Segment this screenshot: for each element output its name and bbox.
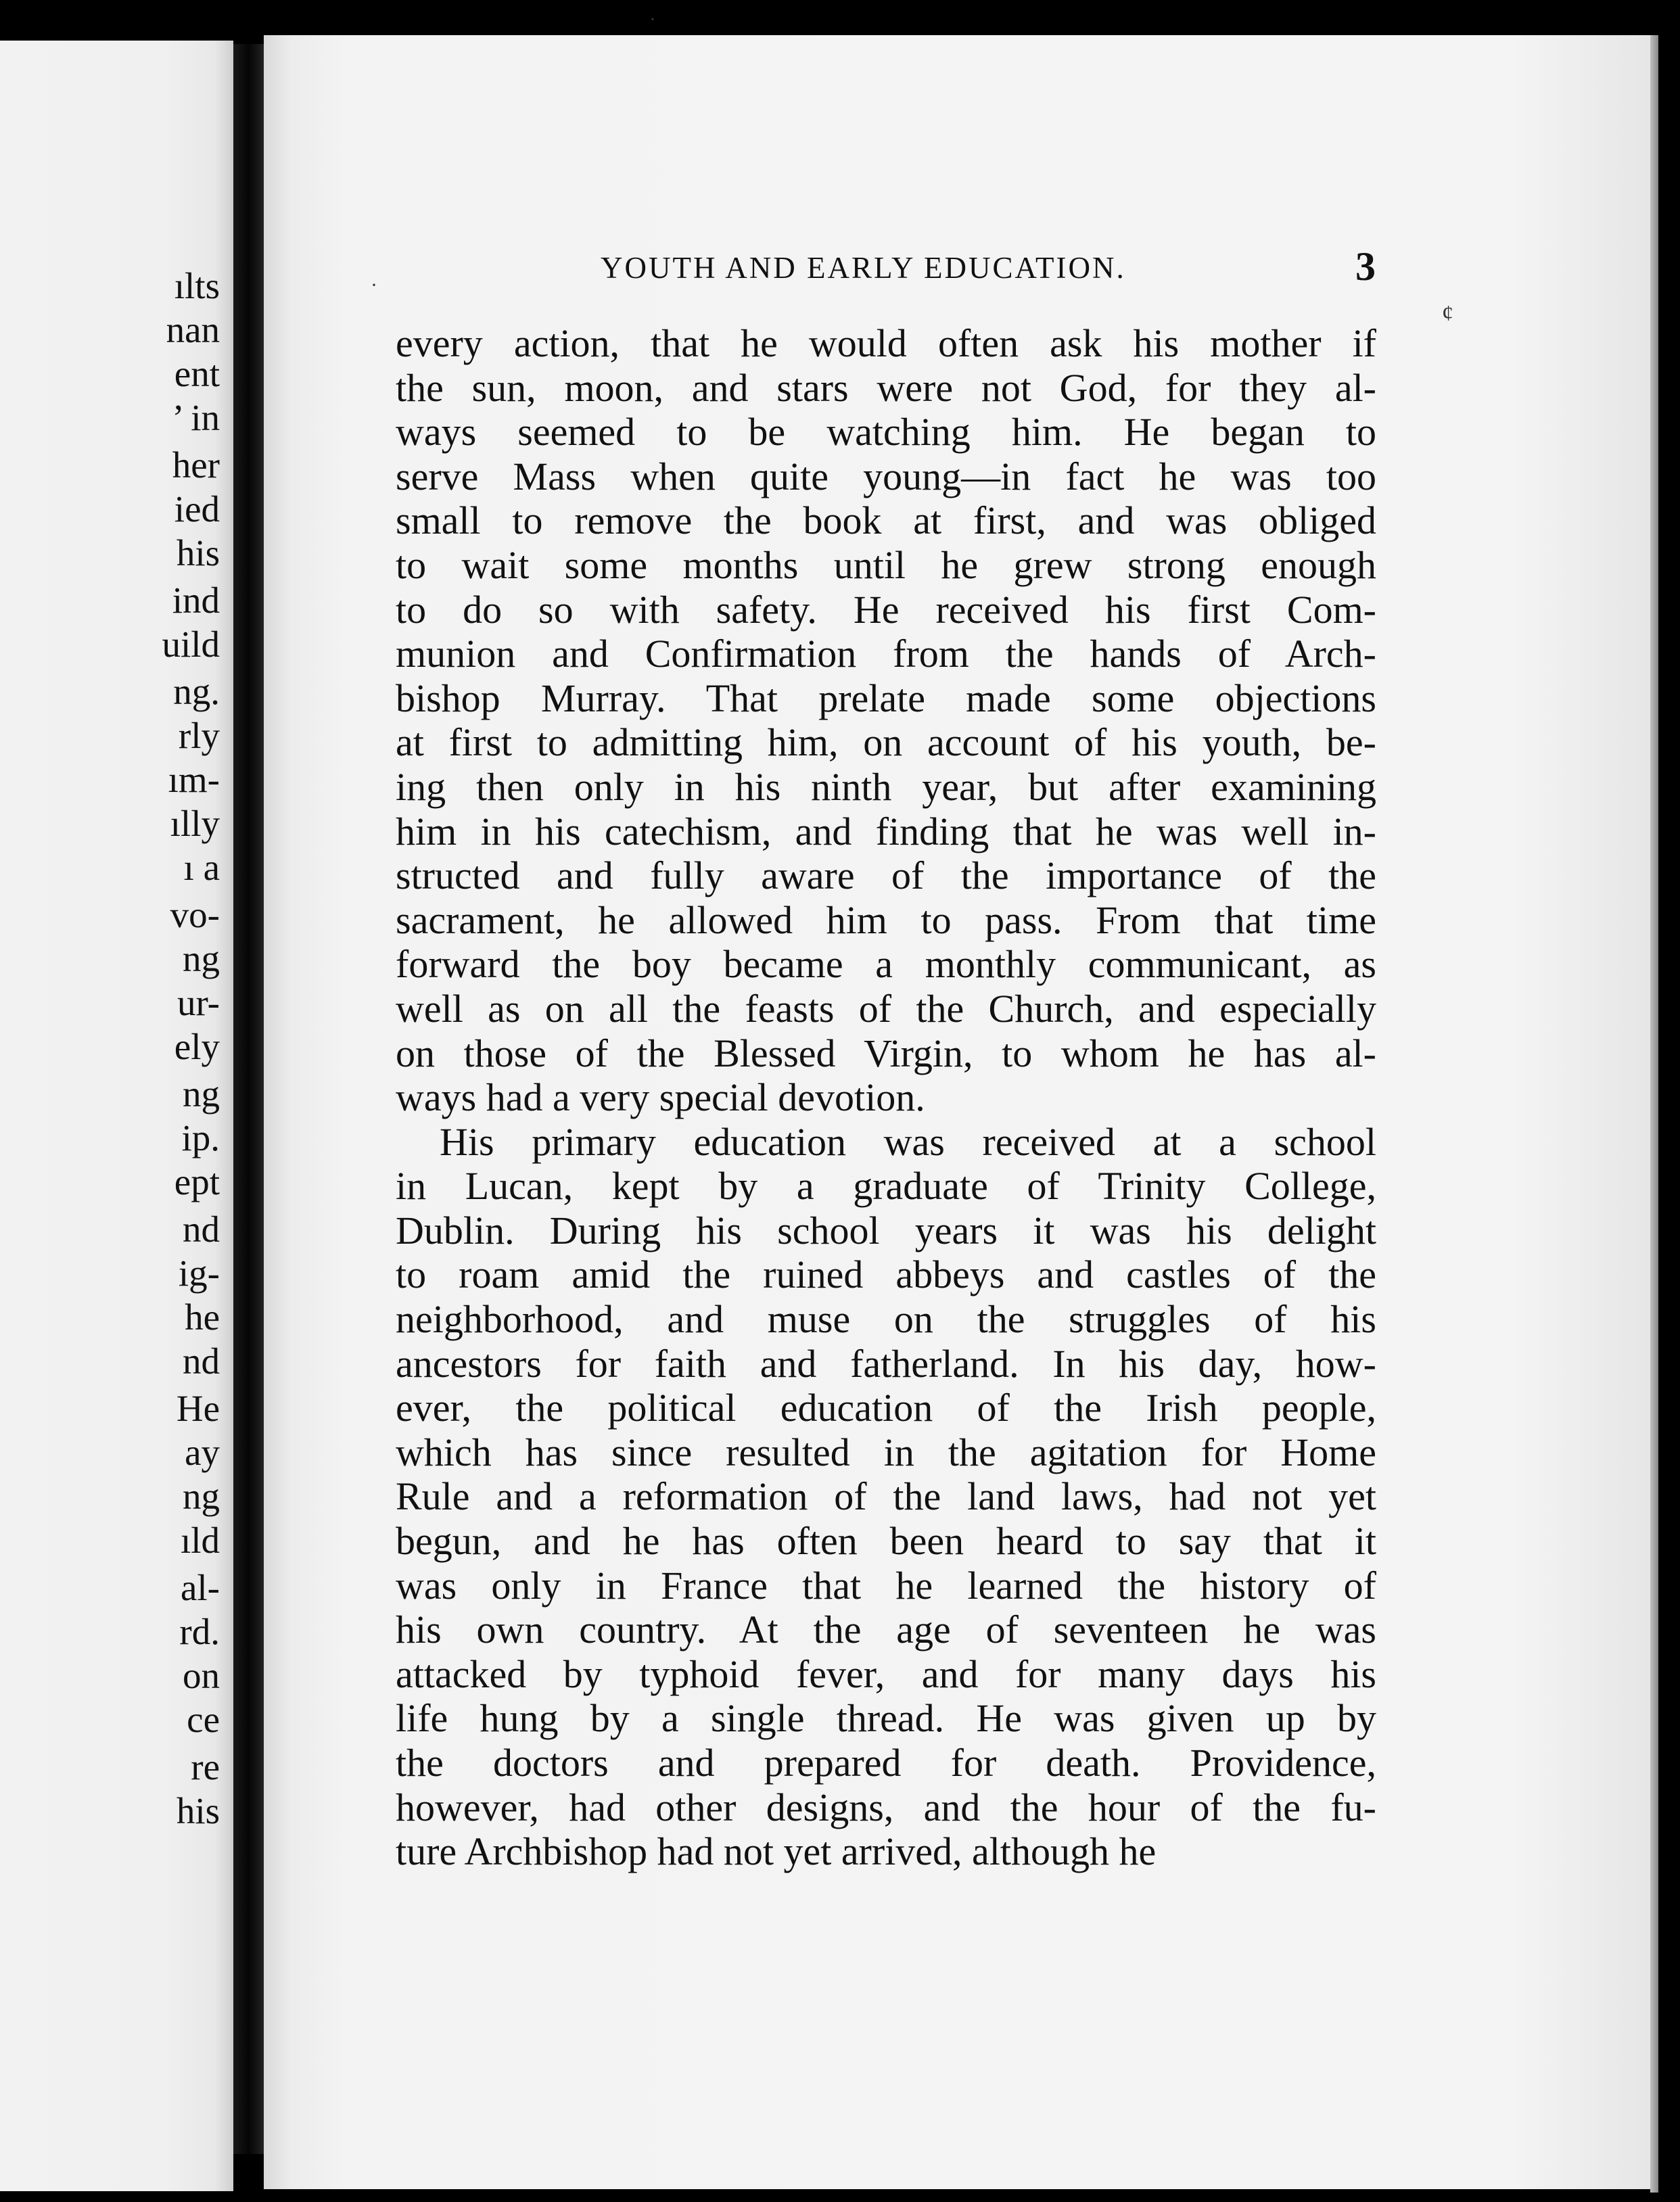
left-page-line-fragment: his — [176, 1790, 220, 1831]
left-page-line-fragment: ay — [185, 1432, 220, 1473]
left-page-line-fragment: ’ in — [172, 397, 220, 438]
text-line: life hung by a single thread. He was given up by — [396, 1696, 1376, 1741]
text-line: small to remove the book at first, and was obliged — [396, 498, 1376, 543]
text-line: Rule and a reformation of the land laws, had not yet — [396, 1474, 1376, 1519]
text-line: his own country. At the age of seventeen he was — [396, 1608, 1376, 1652]
text-line: structed and fully aware of the importance of the — [396, 853, 1376, 898]
left-page-line-fragment: he — [185, 1296, 220, 1338]
text-line: which has since resulted in the agitation for Home — [396, 1430, 1376, 1474]
page-edge — [1650, 35, 1658, 2193]
text-line: bishop Murray. That prelate made some objections — [396, 676, 1376, 720]
left-page-line-fragment: ent — [174, 353, 220, 394]
left-page-line-fragment: nd — [183, 1209, 220, 1250]
text-line: neighborhood, and muse on the struggles of his — [396, 1297, 1376, 1342]
text-line: every action, that he would often ask his mother if — [396, 321, 1376, 365]
body-text — [396, 321, 1376, 1874]
text-line: on those of the Blessed Virgin, to whom he has al- — [396, 1031, 1376, 1075]
left-page-line-fragment: ied — [174, 488, 220, 530]
left-page-line-fragment: ı a — [183, 847, 220, 888]
left-page-line-fragment: ig- — [178, 1252, 220, 1294]
speck-mark: ¢ — [1442, 301, 1453, 326]
text-line: forward the boy became a monthly communicant, as — [396, 942, 1376, 987]
left-page-line-fragment: ıld — [180, 1520, 220, 1561]
text-line: His primary education was received at a school — [440, 1119, 1376, 1164]
text-line: serve Mass when quite young—in fact he was too — [396, 454, 1376, 498]
left-page-line-fragment: ept — [174, 1161, 220, 1202]
speck-mark: · — [649, 8, 656, 30]
text-line: ing then only in his ninth year, but after examining — [396, 764, 1376, 809]
left-page-line-fragment: ng — [183, 1073, 220, 1115]
text-line: to wait some months until he grew strong enough — [396, 542, 1376, 587]
text-line: attacked by typhoid fever, and for many days his — [396, 1651, 1376, 1696]
text-line: ever, the political education of the Irish people, — [396, 1386, 1376, 1430]
left-page-line-fragment: ng — [183, 938, 220, 979]
text-line: to roam amid the ruined abbeys and castles of the — [396, 1252, 1376, 1297]
left-page-line-fragment: uild — [162, 624, 220, 665]
text-line: begun, and he has often been heard to say that it — [396, 1519, 1376, 1564]
left-page-line-fragment: rd. — [179, 1611, 220, 1652]
left-page-line-fragment: al- — [180, 1567, 220, 1608]
left-page-line-fragment: nan — [166, 309, 220, 350]
left-page-line-fragment: re — [191, 1746, 220, 1787]
text-line: ture Archbishop had not yet arrived, although he — [396, 1829, 1157, 1874]
page-number: 3 — [1355, 244, 1376, 289]
left-page-line-fragment: ng. — [173, 671, 220, 712]
text-line: in Lucan, kept by a graduate of Trinity College, — [396, 1164, 1376, 1209]
left-page-line-fragment: nd — [183, 1340, 220, 1382]
left-page-line-fragment: rly — [178, 715, 220, 756]
text-line: him in his catechism, and finding that he was well in- — [396, 809, 1376, 853]
left-page-line-fragment: his — [176, 532, 220, 573]
left-page-line-fragment: ılts — [174, 265, 220, 306]
left-page-line-fragment: ce — [187, 1699, 220, 1740]
text-line: ancestors for faith and fatherland. In his day, how- — [396, 1341, 1376, 1386]
left-page-line-fragment: He — [176, 1388, 220, 1429]
text-line: at first to admitting him, on account of his youth, be- — [396, 720, 1376, 765]
text-line: Dublin. During his school years it was his delight — [396, 1208, 1376, 1252]
left-page-line-fragment: vo- — [170, 894, 220, 935]
book-binding-gutter — [233, 44, 264, 2154]
text-line: ways had a very special devotion. — [396, 1075, 925, 1120]
left-page-line-fragment: ely — [174, 1026, 220, 1067]
left-page-line-fragment: ip. — [181, 1117, 220, 1158]
left-page-line-fragment: on — [183, 1655, 220, 1696]
left-page-line-fragment: her — [172, 444, 220, 486]
text-line: sacrament, he allowed him to pass. From that time — [396, 897, 1376, 942]
text-line: well as on all the feasts of the Church, and especially — [396, 986, 1376, 1031]
left-page-line-fragment: ur- — [177, 982, 220, 1023]
left-page-line-fragment: ng — [183, 1476, 220, 1517]
left-page-line-fragment: ılly — [170, 803, 220, 844]
text-line: ways seemed to be watching him. He began to — [396, 410, 1376, 454]
text-line: to do so with safety. He received his first Com- — [396, 587, 1376, 632]
left-page-line-fragment: ım- — [168, 759, 220, 800]
text-line: the doctors and prepared for death. Providence, — [396, 1741, 1376, 1785]
running-head: YOUTH AND EARLY EDUCATION. — [601, 251, 1126, 285]
text-line: munion and Confirmation from the hands of Arch- — [396, 632, 1376, 676]
text-line: however, had other designs, and the hour of the fu- — [396, 1785, 1376, 1829]
left-page-fragment — [0, 41, 233, 2191]
left-page-line-fragment: ind — [172, 580, 220, 621]
speck-mark: · — [371, 274, 377, 296]
text-line: was only in France that he learned the history of — [396, 1563, 1376, 1608]
text-line: the sun, moon, and stars were not God, for they al- — [396, 365, 1376, 410]
